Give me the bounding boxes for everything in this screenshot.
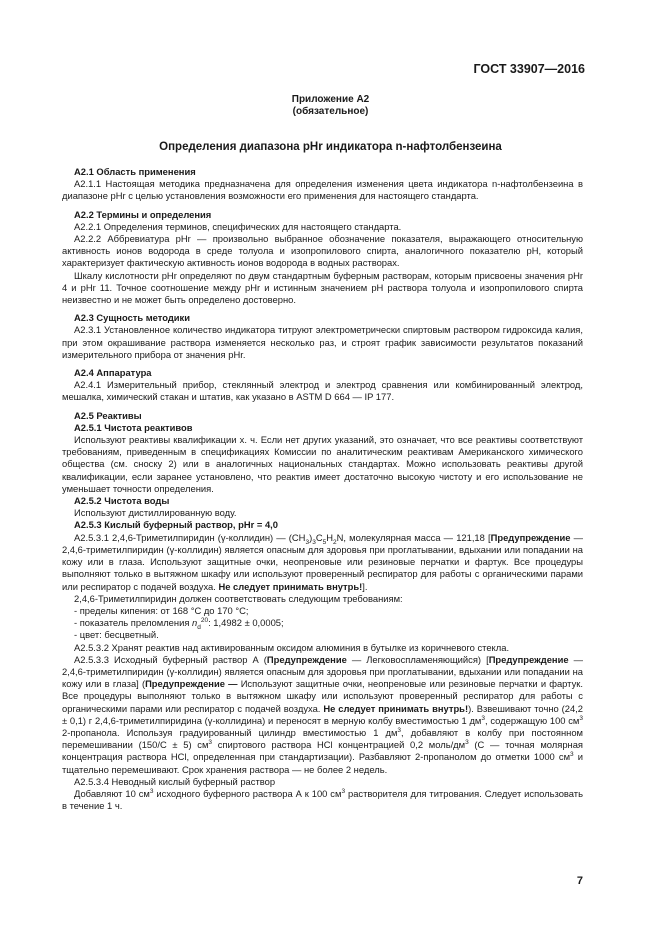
text: Добавляют 10 см [74, 787, 150, 799]
text: (С — точная молярная концентрация раствора HCl, определенная при стандартизации). Разбавляют 2-пропанолом до отметки 1000 см [62, 739, 584, 763]
superscript: 3 [341, 787, 346, 795]
text: ). Взвешивают точно (24,2 ± 0,1) г 2,4,6-триметилпиридина (γ-коллидина) и переносят в мерную колбу вместимостью 1 дм [62, 702, 583, 726]
paragraph: А2.1.1 Настоящая методика предназначена для определения изменения цвета индикатора n-нафтолбензеина в диапазоне рНr с целью установления возможности его применения для настоящего стандарта. [62, 178, 583, 202]
subscript: 3 [305, 538, 310, 546]
section-heading: А2.4 Аппаратура [74, 367, 152, 379]
paragraph: Используют дистиллированную воду. [74, 507, 237, 519]
warning-text: Не следует принимать внутрь! [323, 702, 469, 714]
paragraph: А2.5.3.4 Неводный кислый буферный раствор [74, 775, 276, 787]
paragraph: Шкалу кислотности рНr определяют по двум стандартным буферным растворам, которым присвоены значения рНr 4 и рНr 11. Точное соотношение между рНr и истинным значением рН раствора толуола и изопропилового спирта неизвестно и не может быть определено достоверно. [62, 269, 583, 306]
appendix-status: (обязательное) [292, 106, 369, 117]
subscript: 5 [322, 538, 327, 546]
warning-text: Не следует принимать внутрь! [218, 580, 363, 592]
text: - показатель преломления [74, 617, 192, 629]
paragraph-buffer-a [62, 654, 583, 776]
paragraph-collidine [62, 532, 583, 593]
paragraph: 2,4,6-Триметилпиридин должен соответствовать следующим требованиям: [74, 592, 403, 604]
text: H [326, 531, 333, 543]
subscript: d [197, 623, 201, 631]
text: спиртового раствора HCl концентрацией 0,2 моль/дм [212, 739, 466, 751]
text: C [315, 531, 323, 543]
subsection-heading: А2.5.2 Чистота воды [74, 495, 170, 507]
document-code: ГОСТ 33907—2016 [473, 62, 585, 76]
symbol: n [192, 617, 198, 629]
appendix-title: Определения диапазона рНr индикатора n-нафтолбензеина [159, 141, 502, 153]
text: исходного буферного раствора А к 100 см [153, 787, 342, 799]
section-heading: А2.3 Сущность методики [74, 312, 191, 324]
text: : 1,4982 ± 0,0005; [208, 617, 284, 629]
text: А2.5.3.3 Исходный буферный раствор А ( [74, 653, 267, 665]
superscript: 3 [570, 751, 574, 759]
document-body [62, 166, 583, 812]
text: ]. [362, 580, 368, 592]
text: — 2,4,6-триметилпиридин (γ-коллидин) является опасным для здоровья при проглатывании, вдыхании или попадании на кожу или в глаза] ( [62, 653, 583, 690]
warning-label: Предупреждение — [145, 678, 238, 690]
page-number: 7 [576, 875, 583, 887]
text: А2.5.3.1 2,4,6-Триметилпиридин (γ-коллидин) — (CH [74, 531, 306, 543]
superscript: 3 [465, 739, 469, 747]
paragraph: А2.2.2 Аббревиатура рНr — произвольно выбранное обозначение показателя, выражающего относительную активность ионов водорода в среде толуола и изопропилового спирта, аналогичного показателю рН, который характеризует фактическую активность ионов водорода в водных растворах. [62, 233, 583, 269]
warning-label: Предупреждение [488, 653, 569, 665]
subsection-heading: А2.5.3 Кислый буферный раствор, рНr = 4,0 [74, 519, 278, 531]
paragraph: А2.4.1 Измерительный прибор, стеклянный электрод и электрод сравнения или комбинированный электрод, мешалка, химический стакан и штатив, как указано в ASTM D 664 — IP 177. [62, 379, 583, 403]
list-item [62, 617, 583, 629]
warning-label: Предупреждение [490, 531, 571, 543]
paragraph: А2.5.3.2 Хранят реактив над активированным оксидом алюминия в бутылке из коричневого стекла. [74, 641, 510, 653]
section-heading: А2.2 Термины и определения [74, 208, 212, 220]
list-item: - цвет: бесцветный. [74, 629, 159, 641]
text: и тщательно перемешивают. Срок хранения раствора — не более 2 недель. [62, 751, 583, 775]
list-item: - пределы кипения: от 168 °С до 170 °С; [74, 604, 249, 616]
text: , содержащую 100 см [485, 714, 580, 726]
text: — 2,4,6-триметилпиридин (γ-коллидин) является опасным для здоровья при проглатывании, вдыхании или попадании на кожу или в глаза. Используют защитные очки, неопреновые или резиновые перчатки и фартук. Все процедуры выполняют только в вытяжном шкафу или используют проверенный респиратор для работы с органическими парами или респиратор с подачей воздуха. [62, 531, 584, 592]
paragraph [62, 788, 583, 812]
superscript: 3 [397, 726, 402, 734]
warning-label: Предупреждение [266, 653, 347, 665]
text: 2-пропанола. Используя градуированный цилиндр вместимостью 1 дм [62, 726, 398, 738]
text: N, молекулярная масса — 121,18 [ [336, 531, 491, 543]
text: — Легковоспламеняющийся) [ [346, 653, 489, 665]
subsection-heading: А2.5.1 Чистота реактивов [74, 421, 193, 433]
section-heading: А2.5 Реактивы [74, 409, 142, 421]
subscript: 3 [312, 538, 316, 546]
text: Используют защитные очки, неопреновые или резиновые перчатки и фартук. Все процедуры выполняют только в вытяжном шкафу или используют проверенный респиратор для работы с органическими парами или респиратор с подачей воздуха. [62, 678, 583, 714]
superscript: 3 [579, 714, 584, 722]
text: ) [309, 531, 313, 543]
superscript: 20 [200, 616, 209, 624]
superscript: 3 [481, 714, 486, 722]
paragraph: А2.3.1 Установленное количество индикатора титруют электрометрически спиртовым раствором гидроксида калия, при этом окрашивание раствора изменяется несколько раз, и строят график зависимости результатов показаний измерительного прибора от значения рНr. [62, 324, 583, 360]
text: растворителя для титрования. Следует использовать в течение 1 ч. [62, 787, 583, 812]
superscript: 3 [149, 787, 154, 795]
text: , добавляют в колбу при постоянном перемешивании (150/С ± 5) см [62, 726, 583, 751]
section-heading: А2.1 Область применения [74, 166, 196, 177]
appendix-heading [0, 94, 661, 118]
subscript: 2 [333, 538, 337, 546]
paragraph: А2.2.1 Определения терминов, специфических для настоящего стандарта. [74, 220, 402, 232]
paragraph: Используют реактивы квалификации х. ч. Если нет других указаний, это означает, что все реактивы соответствуют требованиям, приведенным в спецификациях Комиссии по аналитическим реактивам Американского химического общества (см. сноску 2) или в аналогичных национальных стандартах. Можно использовать реактивы другой квалификации, если заранее установлено, что реактив имеет достаточно высокую чистоту и его использование не уменьшает точности определения. [62, 434, 583, 494]
appendix-number: Приложение А2 [291, 94, 370, 105]
superscript: 3 [208, 739, 213, 747]
